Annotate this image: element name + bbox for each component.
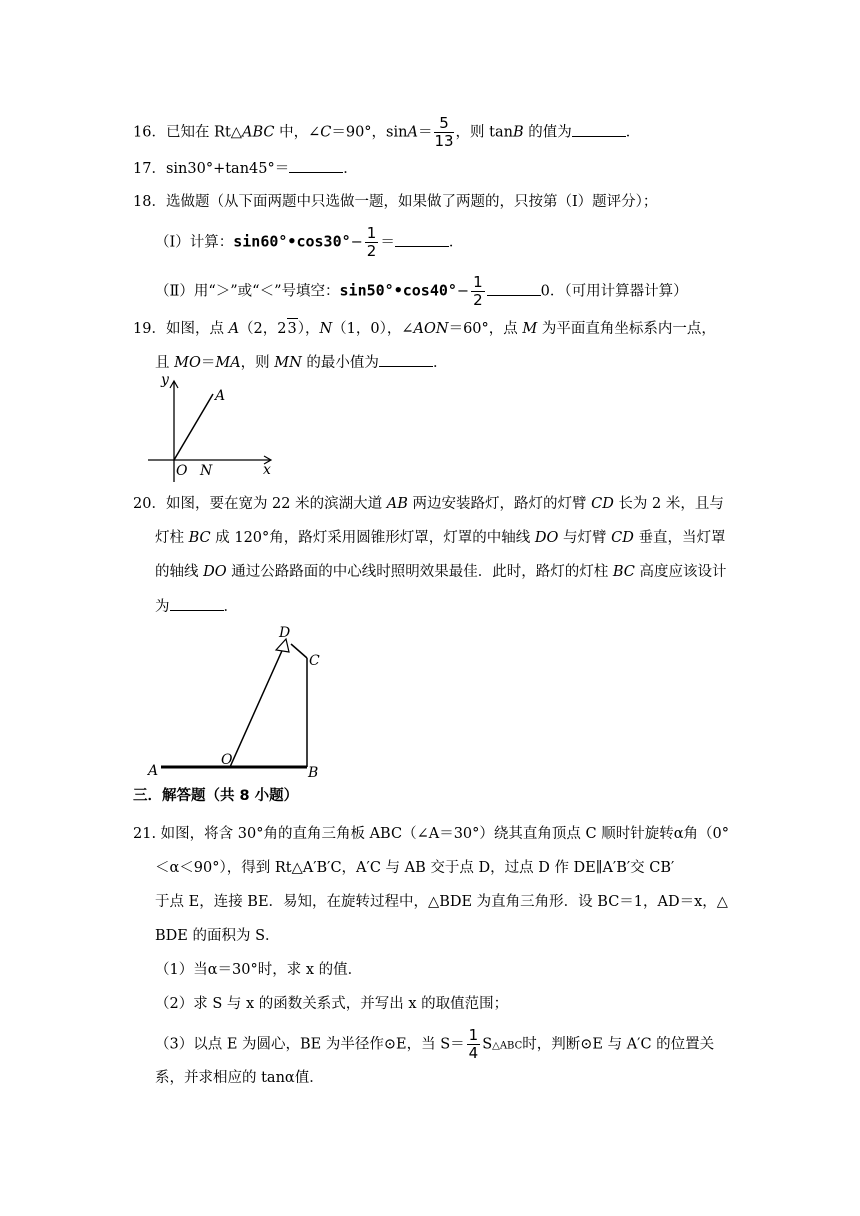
label-D: D xyxy=(279,625,291,641)
question-21-part2: （2）求 S 与 x 的函数关系式，并写出 x 的取值范围； xyxy=(155,996,509,1012)
question-20-line2: 灯柱 BC 成 120°角，路灯采用圆锥形灯罩，灯罩的中轴线 DO 与灯臂 CD 垂直，当灯罩 xyxy=(155,530,726,546)
answer-blank xyxy=(289,158,343,173)
question-18-part2: （Ⅱ）用“＞”或“＜”号填空：sin50°•cos40°− $\frac{1}{2}$ 0．（可用计算器计算） xyxy=(155,273,688,309)
question-17: 17．sin30°+tan45°＝ ． xyxy=(133,158,358,179)
question-21-part1: （1）当α＝30°时，求 x 的值． xyxy=(155,962,363,978)
fraction-1-2: $\frac{1}{2}$ xyxy=(473,273,483,309)
label-A: A xyxy=(215,388,226,404)
question-21-line2: ＜α＜90°），得到 Rt△A′B′C，A′C 与 AB 交于点 D，过点 D 作 DE∥A′B′交 CB′ xyxy=(155,860,675,876)
question-18-part1: （Ⅰ）计算：sin60°•cos30°− $\frac{1}{2}$ ＝ ． xyxy=(155,224,464,260)
label-O: O xyxy=(221,752,233,768)
ray-OA xyxy=(174,394,213,460)
label-A: A xyxy=(148,763,159,779)
question-20-line3: 的轴线 DO 通过公路路面的中心线时照明效果最佳．此时，路灯的灯柱 BC 高度应该设计 xyxy=(155,564,727,580)
answer-blank xyxy=(379,352,433,367)
label-N: N xyxy=(200,463,213,479)
sqrt-3: 3 xyxy=(287,318,298,339)
fraction-1-4: $\frac{1}{4}$ xyxy=(468,1026,479,1062)
question-21-line4: BDE 的面积为 S． xyxy=(155,928,280,944)
q20-streetlight-figure xyxy=(145,622,330,782)
answer-blank xyxy=(170,596,224,611)
label-x: x xyxy=(263,462,271,478)
arm-CD xyxy=(291,644,307,658)
question-19-line2: 且 MO＝MA，则 MN 的最小值为 ． xyxy=(155,352,447,373)
answer-blank xyxy=(395,232,449,247)
label-C: C xyxy=(309,653,320,669)
question-16: 16．已知在 Rt△ABC 中，∠C＝90°，sinA＝ $\frac{5}{13}$ ，则 tanB 的值为 ． xyxy=(133,114,641,150)
answer-blank xyxy=(572,122,626,137)
label-y: y xyxy=(161,372,169,388)
q19-coordinate-figure xyxy=(145,372,280,487)
fraction-1-2: $\frac{1}{2}$ xyxy=(366,224,377,260)
question-20-line1: 20．如图，要在宽为 22 米的滨湖大道 AB 两边安装路灯，路灯的灯臂 CD 长为 2 米，且与 xyxy=(133,496,724,512)
axis-DO xyxy=(230,644,285,767)
question-21-part3-cont: 系，并求相应的 tanα值． xyxy=(155,1070,324,1086)
question-21-line3: 于点 E，连接 BE．易知，在旋转过程中，△BDE 为直角三角形．设 BC＝1，AD＝x，△ xyxy=(155,894,728,910)
fraction-5-13: $\frac{5}{13}$ xyxy=(434,114,454,150)
question-20-line4: 为 ． xyxy=(155,596,238,617)
question-21-line1: 21. 如图，将含 30°角的直角三角板 ABC（∠A＝30°）绕其直角顶点 C 顺时针旋转α角（0° xyxy=(133,826,729,842)
question-19-line1: 19．如图，点 A（2，23），N（1，0），∠AON＝60°，点 M 为平面直角坐标系内一点， xyxy=(133,318,716,339)
label-B: B xyxy=(308,765,319,781)
label-O: O xyxy=(176,463,188,479)
section-heading: 三．解答题（共 8 小题） xyxy=(133,788,299,804)
question-21-part3: （3）以点 E 为圆心，BE 为半径作⊙E，当 S＝ $\frac{1}{4}$ S△ABC时，判断⊙E 与 A′C 的位置关 xyxy=(155,1026,715,1062)
question-18-intro: 18．选做题（从下面两题中只选做一题，如果做了两题的，只按第（I）题评分）； xyxy=(133,194,658,210)
answer-blank xyxy=(487,281,541,296)
